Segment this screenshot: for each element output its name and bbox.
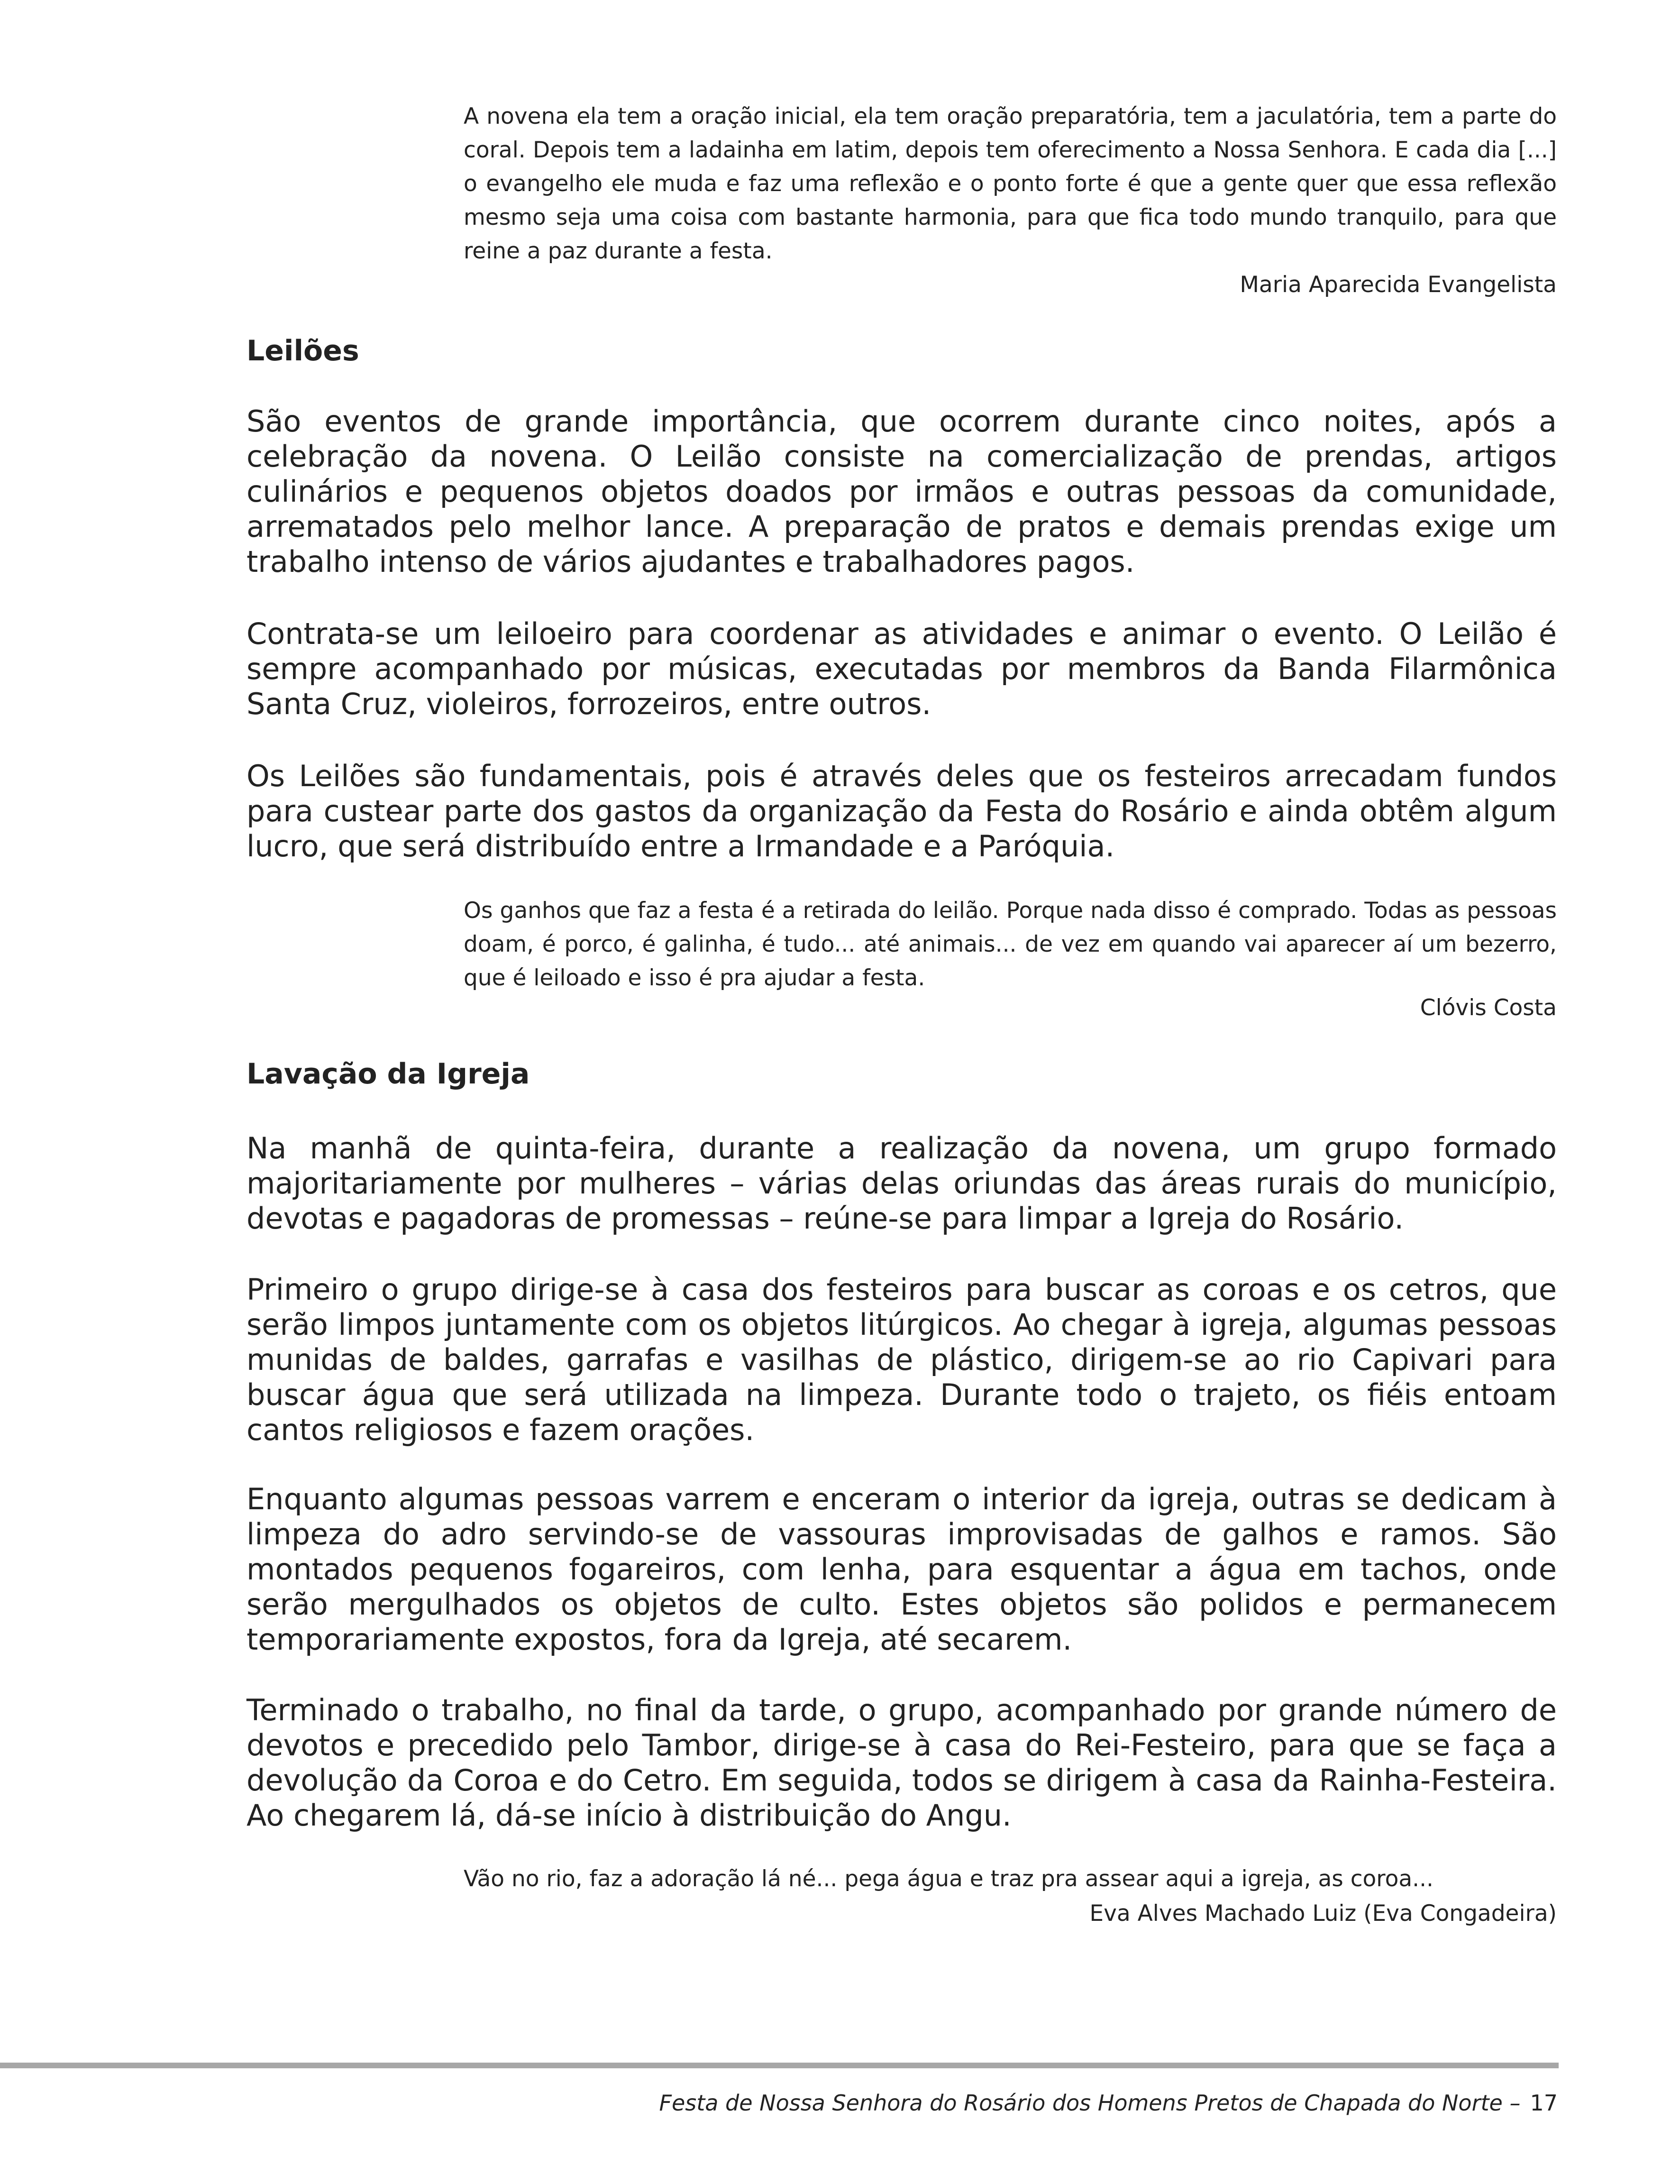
running-footer (659, 2086, 1558, 2120)
footer-title: Festa de Nossa Senhora do Rosário dos Homens Pretos de Chapada do Norte – (659, 2090, 1521, 2116)
body-paragraph: Contrata-se um leiloeiro para coordenar as atividades e animar o evento. O Leilão é sempre acompanhado por músicas, executadas por membros da Banda Filarmônica Santa Cruz, violeiros, forrozeiros, entre outros. (247, 616, 1557, 721)
quote-block: A novena ela tem a oração inicial, ela tem oração preparatória, tem a jaculatória, tem a parte do coral. Depois tem a ladainha em latim, depois tem oferecimento a Nossa Senhora. E cada dia [...] o evangelho ele muda e faz uma reflexão e o ponto forte é que a gente quer que essa reflexão mesmo seja uma coisa com bastante harmonia, para que fica todo mundo tranquilo, para que reine a paz durante a festa. (464, 103, 1557, 264)
body-paragraph: Na manhã de quinta-feira, durante a realização da novena, um grupo formado majoritariamente por mulheres – várias delas oriundas das áreas rurais do município, devotas e pagadoras de promessas – reúne-se para limpar a Igreja do Rosário. (247, 1131, 1557, 1236)
section-heading: Lavação da Igreja (247, 1057, 530, 1091)
section-heading: Leilões (247, 334, 359, 367)
body-paragraph: Terminado o trabalho, no final da tarde, o grupo, acompanhado por grande número de devotos e precedido pelo Tambor, dirige-se à casa do Rei-Festeiro, para que se faça a devolução da Coroa e do Cetro. Em seguida, todos se dirigem à casa da Rainha-Festeira. Ao chegarem lá, dá-se início à distribuição do Angu. (247, 1693, 1557, 1833)
body-paragraph: Enquanto algumas pessoas varrem e enceram o interior da igreja, outras se dedicam à limpeza do adro servindo-se de vassouras improvisadas de galhos e ramos. São montados pequenos fogareiros, com lenha, para esquentar a água em tachos, onde serão mergulhados os objetos de culto. Estes objetos são polidos e permanecem temporariamente expostos, fora da Igreja, até secarem. (247, 1482, 1557, 1657)
quote-block: Vão no rio, faz a adoração lá né... pega água e traz pra assear aqui a igreja, as coroa... (464, 1866, 1433, 1892)
quote-author: Eva Alves Machado Luiz (Eva Congadeira) (1089, 1900, 1557, 1927)
body-paragraph: Os Leilões são fundamentais, pois é através deles que os festeiros arrecadam fundos para custear parte dos gastos da organização da Festa do Rosário e ainda obtêm algum lucro, que será distribuído entre a Irmandade e a Paróquia. (247, 759, 1557, 863)
body-paragraph: São eventos de grande importância, que ocorrem durante cinco noites, após a celebração da novena. O Leilão consiste na comercialização de prendas, artigos culinários e pequenos objetos doados por irmãos e outras pessoas da comunidade, arrematados pelo melhor lance. A preparação de pratos e demais prendas exige um trabalho intenso de vários ajudantes e trabalhadores pagos. (247, 404, 1557, 579)
page-number: 17 (1530, 2090, 1558, 2116)
body-paragraph: Primeiro o grupo dirige-se à casa dos festeiros para buscar as coroas e os cetros, que serão limpos juntamente com os objetos litúrgicos. Ao chegar à igreja, algumas pessoas munidas de baldes, garrafas e vasilhas de plástico, dirigem-se ao rio Capivari para buscar água que será utilizada na limpeza. Durante todo o trajeto, os fiéis entoam cantos religiosos e fazem orações. (247, 1272, 1557, 1447)
quote-author: Maria Aparecida Evangelista (1240, 272, 1557, 298)
quote-block: Os ganhos que faz a festa é a retirada do leilão. Porque nada disso é comprado. Todas as pessoas doam, é porco, é galinha, é tudo... até animais... de vez em quando vai aparecer aí um bezerro, que é leiloado e isso é pra ajudar a festa. (464, 898, 1557, 991)
footer-divider (0, 2063, 1559, 2068)
quote-author: Clóvis Costa (1420, 995, 1557, 1021)
